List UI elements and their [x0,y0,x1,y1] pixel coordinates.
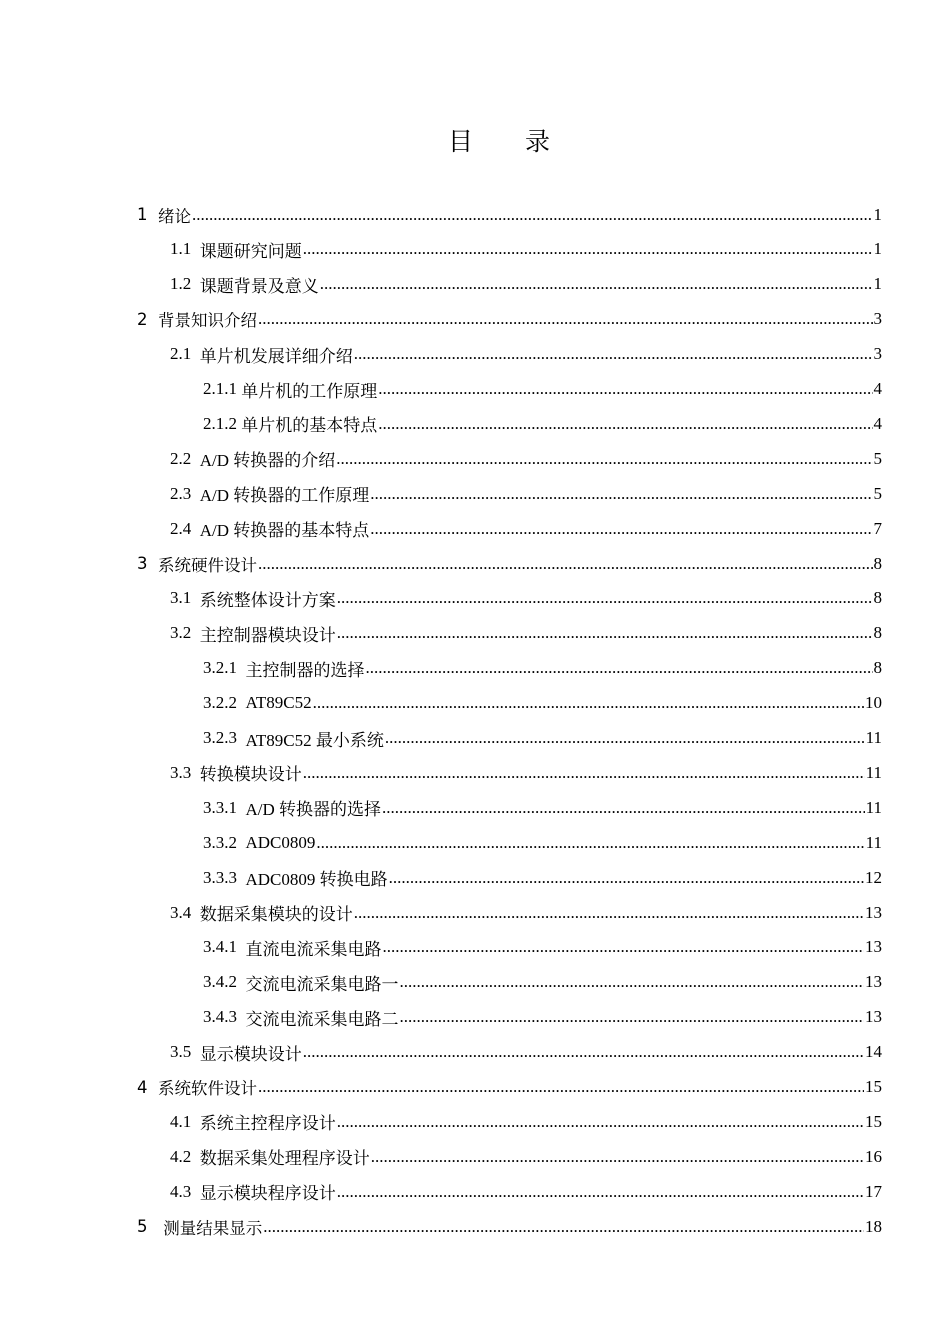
toc-entry-title: 单片机发展详细介绍 [199,346,353,366]
toc-entry[interactable] [170,1104,882,1139]
toc-dot-leader [313,693,864,713]
toc-entry[interactable] [203,930,882,965]
toc-entry[interactable] [203,406,882,441]
toc-dot-leader [385,728,865,748]
toc-entry[interactable] [203,651,882,686]
toc-entry-page: 11 [865,797,882,817]
toc-entry[interactable] [170,755,882,790]
toc-entry-number: 3.3.3 [203,867,246,887]
toc-dot-leader [258,1077,864,1097]
toc-entry[interactable] [137,1209,882,1244]
toc-entry-number: 3.4.2 [203,972,246,992]
toc-entry-page: 11 [865,762,882,782]
toc-entry-title: 显示模块设计 [199,1044,302,1064]
toc-entry-title: 单片机的基本特点 [241,416,378,436]
toc-entry-title: 绪论 [158,206,191,226]
toc-dot-leader [303,239,873,259]
toc-dot-leader [337,1112,864,1132]
toc-entry-title: AT89C52 最小系统 [245,730,384,750]
toc-entry-number: 2.4 [170,518,200,538]
toc-dot-leader [303,763,865,783]
toc-dot-leader [263,1217,864,1237]
page-title: 目 录 [448,127,572,156]
toc-entry-page: 15 [865,1111,882,1131]
toc-dot-leader [258,309,873,329]
toc-entry-page: 14 [865,1042,882,1062]
toc-dot-leader [378,379,872,399]
toc-entry[interactable] [203,721,882,756]
toc-dot-leader [337,1182,864,1202]
toc-entry-title: 课题研究问题 [199,241,302,261]
toc-entry-page: 16 [865,1146,882,1166]
toc-entry-number: 3.2.3 [203,728,246,747]
toc-dot-leader [320,274,873,294]
toc-entry-number: 2.1.2 [203,413,242,433]
toc-entry-number: 3.4.1 [203,937,246,957]
toc-entry[interactable] [170,476,882,511]
toc-entry-page: 8 [873,588,882,608]
toc-dot-leader [366,658,873,678]
toc-entry-page: 1 [873,239,882,259]
toc-entry[interactable] [203,860,882,895]
toc-entry-number: 3.2.2 [203,693,246,713]
toc-entry[interactable] [170,511,882,546]
toc-entry-title: 转换模块设计 [199,765,302,785]
toc-entry-title: 直流电流采集电路 [245,939,382,959]
toc-entry-title: AT89C52 [245,693,312,713]
toc-entry-number: 3.3.2 [203,832,246,852]
toc-entry-page: 3 [873,344,882,364]
toc-entry-title: 系统硬件设计 [158,555,257,575]
toc-entry-page: 17 [865,1181,882,1201]
toc-entry-number: 2.2 [170,448,200,468]
toc-entry-number: 3 [137,554,158,573]
toc-entry-title: 课题背景及意义 [199,276,319,296]
toc-dot-leader [400,972,865,992]
toc-entry-page: 4 [873,413,882,433]
toc-dot-leader [354,903,864,923]
toc-entry-page: 8 [873,658,882,678]
toc-entry[interactable] [137,197,882,232]
toc-entry-page: 18 [865,1216,882,1236]
toc-entry[interactable] [170,232,882,267]
toc-entry-number: 3.2 [170,623,200,643]
toc-entry-page: 8 [873,623,882,643]
toc-entry[interactable] [203,790,882,825]
toc-entry-title: A/D 转换器的介绍 [199,451,336,471]
toc-entry-number: 3.3 [170,762,200,782]
toc-entry-title: ADC0809 转换电路 [245,870,388,890]
toc-entry[interactable] [137,302,882,337]
toc-entry-title: 交流电流采集电路二 [245,1009,399,1029]
toc-dot-leader [303,1042,864,1062]
toc-entry-page: 5 [873,448,882,468]
toc-dot-leader [371,1147,864,1167]
toc-entry[interactable] [203,372,882,407]
toc-dot-leader [354,344,873,364]
toc-entry-page: 4 [873,379,882,398]
toc-entry[interactable] [137,1070,882,1105]
toc-dot-leader [316,833,864,853]
toc-entry-title: A/D 转换器的工作原理 [199,486,370,506]
toc-entry-number: 4.2 [170,1146,200,1166]
toc-entry-title: A/D 转换器的选择 [245,800,382,820]
toc-entry-number: 1.1 [170,239,200,259]
toc-entry-title: ADC0809 [245,832,316,852]
toc-dot-leader [337,588,873,608]
toc-entry-page: 13 [865,1007,882,1027]
toc-entry-number: 4 [137,1077,158,1097]
toc-entry-number: 2.1 [170,344,200,364]
toc-entry-page: 12 [865,867,882,887]
toc-entry[interactable] [170,616,882,651]
toc-entry[interactable] [170,337,882,372]
toc-dot-leader [382,798,865,818]
toc-entry-title: 系统软件设计 [158,1079,257,1098]
toc-entry-page: 11 [865,832,882,852]
toc-entry[interactable] [170,267,882,302]
toc-dot-leader [336,449,872,469]
toc-dot-leader [389,868,864,888]
toc-entry[interactable] [170,895,882,930]
toc-dot-leader [192,205,873,225]
toc-entry[interactable] [203,825,882,860]
toc-entry-number: 1.2 [170,274,200,294]
toc-entry-title: 测量结果显示 [163,1218,263,1238]
toc-dot-leader [370,484,872,504]
toc-dot-leader [378,414,872,434]
toc-entry-page: 15 [865,1077,882,1096]
toc-entry-number: 3.5 [170,1042,200,1062]
toc-entry-page: 8 [873,553,882,573]
toc-entry[interactable] [203,965,882,1000]
toc-entry-title: 单片机的工作原理 [241,381,378,401]
toc-entry-page: 13 [865,937,882,957]
toc-entry-number: 2 [137,309,158,329]
toc-entry-title: 主控制器的选择 [245,660,365,680]
toc-entry-title: 交流电流采集电路一 [245,974,399,994]
toc-entry-title: 主控制器模块设计 [199,625,336,645]
toc-entry-title: 数据采集模块的设计 [199,905,353,924]
toc-dot-leader [400,1007,865,1027]
toc-entry-number: 3.1 [170,588,200,608]
toc-entry-number: 3.3.1 [203,797,246,817]
toc-entry[interactable] [170,1174,882,1209]
toc-entry[interactable] [170,1139,882,1174]
toc-dot-leader [258,554,873,574]
toc-entry-number: 1 [137,205,158,224]
toc-entry-page: 10 [865,693,882,713]
toc-entry-page: 13 [865,972,882,992]
toc-entry-number: 3.2.1 [203,658,246,678]
toc-entry-page: 3 [873,309,882,329]
toc-entry-page: 1 [873,204,882,224]
toc-entry[interactable] [170,1035,882,1070]
toc-dot-leader [370,519,872,539]
toc-entry-number: 2.3 [170,483,200,503]
toc-entry-number: 5 [137,1217,164,1237]
toc-entry-title: 背景知识介绍 [158,311,257,331]
toc-entry-page: 7 [873,518,882,538]
toc-entry-number: 3.4.3 [203,1007,246,1027]
toc-entry-title: 系统整体设计方案 [199,590,336,610]
toc-entry-title: 系统主控程序设计 [199,1114,336,1134]
toc-entry-title: 数据采集处理程序设计 [199,1149,370,1169]
toc-dot-leader [337,623,873,643]
toc-entry[interactable] [137,546,882,581]
toc-entry[interactable] [170,441,882,476]
toc-entry-number: 3.4 [170,902,200,922]
toc-dot-leader [383,937,865,957]
toc-entry-page: 5 [873,483,882,503]
toc-entry-number: 4.3 [170,1181,200,1201]
toc-entry-title: A/D 转换器的基本特点 [199,521,370,541]
toc-entry[interactable] [170,581,882,616]
toc-entry[interactable] [203,686,882,721]
toc-entry-title: 显示模块程序设计 [199,1184,336,1204]
toc-entry-number: 4.1 [170,1111,200,1131]
toc-entry-page: 1 [873,274,882,294]
toc-entry-number: 2.1.1 [203,379,242,398]
toc-entry-page: 11 [865,728,882,747]
toc-entry[interactable] [203,1000,882,1035]
toc-entry-page: 13 [865,902,882,922]
